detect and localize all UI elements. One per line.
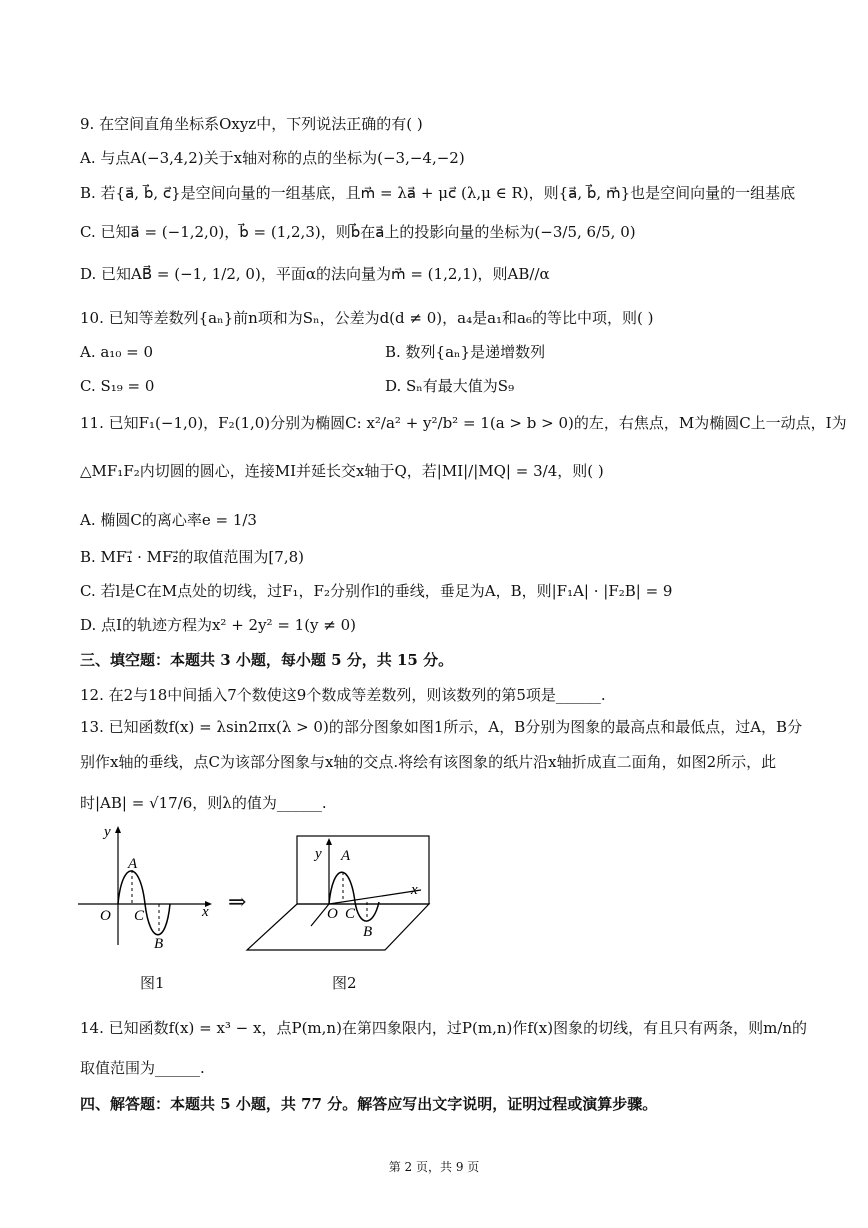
- q9-option-a: A. 与点A(−3,4,2)关于x轴对称的点的坐标为(−3,−4,−2): [80, 149, 465, 167]
- figure-1-graph: [70, 820, 220, 960]
- question-14-cont: 取值范围为______.: [80, 1059, 205, 1077]
- fig1-x-label: x: [202, 904, 209, 920]
- fig1-a-label: A: [128, 856, 138, 872]
- question-12: 12. 在2与18中间插入7个数使这9个数成等差数列，则该数列的第5项是______.: [80, 686, 606, 704]
- figure-1: [70, 820, 220, 960]
- fig2-b-label: B: [363, 924, 373, 940]
- q9-option-b: B. 若{a⃗, b⃗, c⃗}是空间向量的一组基底，且m⃗ = λa⃗ + μc⃗ (λ,μ ∈ R)，则{a⃗, b⃗, m⃗}也是空间向量的一组基底: [80, 184, 796, 202]
- arrow-icon: ⇒: [228, 890, 247, 915]
- section-3-heading: 三、填空题：本题共 3 小题，每小题 5 分，共 15 分。: [80, 651, 454, 669]
- question-11: 11. 已知F₁(−1,0)，F₂(1,0)分别为椭圆C: x²/a² + y²/b² = 1(a > b > 0)的左，右焦点，M为椭圆C上一动点，I为: [80, 414, 847, 432]
- fig1-y-label: y: [104, 824, 111, 840]
- fig2-c-label: C: [345, 906, 356, 922]
- question-10: 10. 已知等差数列{aₙ}前n项和为Sₙ，公差为d(d ≠ 0)，a₄是a₁和a₆的等比中项，则( ): [80, 309, 654, 327]
- question-13-cont2: 时|AB| = √17/6，则λ的值为______.: [80, 794, 327, 812]
- q10-option-d: D. Sₙ有最大值为S₉: [385, 377, 515, 395]
- q9-option-c: C. 已知a⃗ = (−1,2,0)，b⃗ = (1,2,3)，则b⃗在a⃗上的投影向量的坐标为(−3/5, 6/5, 0): [80, 223, 636, 241]
- figure-2: [245, 832, 445, 952]
- fig1-o-label: O: [100, 908, 111, 924]
- q11-option-c: C. 若l是C在M点处的切线，过F₁，F₂分别作l的垂线，垂足为A，B，则|F₁A| · |F₂B| = 9: [80, 582, 673, 600]
- fig2-a-label: A: [341, 848, 351, 864]
- fig2-y-label: y: [315, 846, 322, 862]
- question-13-cont: 别作x轴的垂线，点C为该部分图象与x轴的交点.将绘有该图象的纸片沿x轴折成直二面角，如图2所示，此: [80, 753, 777, 771]
- question-11-cont: △MF₁F₂内切圆的圆心，连接MI并延长交x轴于Q，若|MI|/|MQ| = 3/4，则( ): [80, 462, 604, 480]
- fig1-c-label: C: [134, 908, 145, 924]
- q10-option-b: B. 数列{aₙ}是递增数列: [385, 343, 546, 361]
- page-footer: 第 2 页，共 9 页: [388, 1160, 480, 1174]
- q11-option-d: D. 点I的轨迹方程为x² + 2y² = 1(y ≠ 0): [80, 616, 357, 634]
- question-9: 9. 在空间直角坐标系Oxyz中，下列说法正确的有( ): [80, 115, 423, 133]
- q11-option-a: A. 椭圆C的离心率e = 1/3: [80, 511, 257, 529]
- q10-option-c: C. S₁₉ = 0: [80, 377, 155, 395]
- question-14: 14. 已知函数f(x) = x³ − x，点P(m,n)在第四象限内，过P(m,n)作f(x)图象的切线，有且只有两条，则m/n的: [80, 1019, 808, 1037]
- fig1-b-label: B: [154, 936, 164, 952]
- figure-2-label: 图2: [332, 974, 357, 992]
- question-13: 13. 已知函数f(x) = λsin2πx(λ > 0)的部分图象如图1所示，A，B分别为图象的最高点和最低点，过A，B分: [80, 718, 803, 736]
- q10-option-a: A. a₁₀ = 0: [80, 343, 153, 361]
- q11-option-b: B. MF₁⃗ · MF₂⃗的取值范围为[7,8): [80, 548, 304, 566]
- q9-option-d: D. 已知AB⃗ = (−1, 1/2, 0)，平面α的法向量为m⃗ = (1,2,1)，则AB//α: [80, 265, 550, 283]
- section-4-heading: 四、解答题：本题共 5 小题，共 77 分。解答应写出文字说明，证明过程或演算步骤。: [80, 1095, 658, 1113]
- figure-1-label: 图1: [140, 974, 165, 992]
- fig2-x-label: x: [411, 882, 418, 898]
- figure-2-graph: [245, 832, 445, 952]
- fig2-o-label: O: [327, 906, 338, 922]
